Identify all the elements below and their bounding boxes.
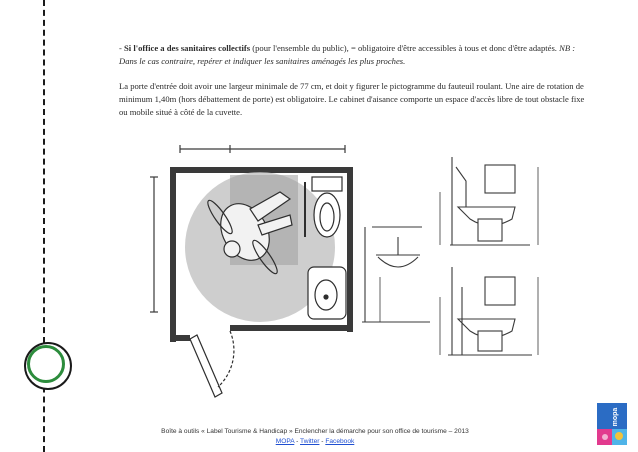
intro-dash: - (119, 43, 125, 53)
toilet-elevation-lower (448, 267, 532, 355)
footer-separator: - (319, 438, 326, 445)
accessible-toilet-plan-drawing (140, 137, 560, 407)
mopa-logo (597, 403, 627, 445)
logo-wordmark: mopa (612, 407, 619, 427)
toilet-top-view (312, 177, 342, 237)
requirements-paragraph: La porte d'entrée doit avoir une largeur minimale de 77 cm, et doit y figurer le pictogramme du fauteuil roulant. Une aire de rotation de minimum 1,40m (hors débattement de porte) est obligatoire. Le cabinet d'aisance comporte un espace d'accès libre de tout obstacle fixe ou mobile situé à côté de la cuvette. (119, 81, 585, 117)
sink-top-view (308, 267, 346, 319)
twitter-link[interactable]: Twitter (300, 438, 320, 445)
door-swing (190, 331, 234, 397)
page-footer (150, 427, 480, 447)
footer-credit: Boîte à outils « Label Tourisme & Handicap » Enclencher la démarche pour son office de tourisme – 2013 (161, 428, 469, 435)
intro-paragraph (119, 42, 589, 68)
footer-separator: - (294, 438, 301, 445)
intro-body: (pour l'ensemble du public), = obligatoire d'être accessibles à tous et donc d'être adaptés. (250, 43, 560, 53)
sink-elevation (362, 227, 430, 322)
mopa-link[interactable]: MOPA (275, 438, 295, 445)
facebook-link[interactable]: Facebook (325, 438, 355, 445)
intro-nb-note: NB : Dans le cas contraire, repérer et indiquer les sanitaires aménagés les plus proches. (119, 43, 576, 66)
intro-bold-heading: Si l'office a des sanitaires collectifs (124, 43, 251, 53)
toilet-elevation-upper (450, 157, 530, 245)
binder-ring-icon (27, 345, 65, 383)
footer-links (150, 437, 480, 447)
